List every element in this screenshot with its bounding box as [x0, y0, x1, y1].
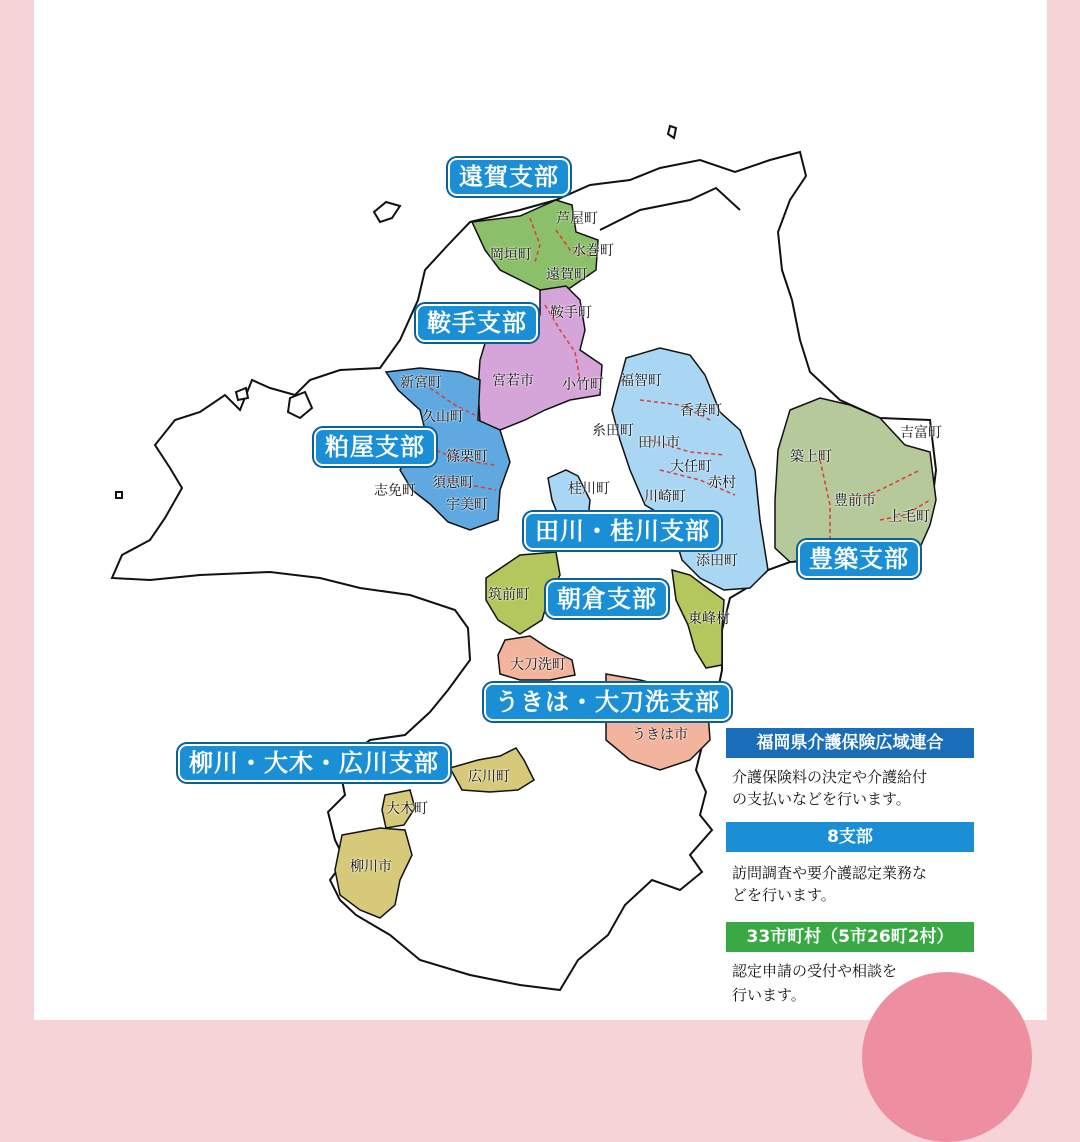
decorative-circle — [862, 972, 1032, 1142]
town-label: 田川市 — [638, 435, 680, 451]
town-label: 宇美町 — [446, 497, 488, 513]
town-label: 篠栗町 — [446, 449, 488, 465]
town-label: 上毛町 — [888, 509, 930, 525]
town-label: 吉富町 — [900, 425, 942, 441]
legend-union-title: 福岡県介護保険広域連合 — [726, 728, 974, 758]
town-label: 川崎町 — [644, 489, 686, 505]
town-label: 宮若市 — [492, 373, 534, 389]
town-label: 小竹町 — [562, 377, 604, 393]
town-label: 久山町 — [422, 409, 464, 425]
legend-branches-desc-1: 訪問調査や要介護認定業務な — [732, 864, 928, 882]
town-label: 筑前町 — [488, 587, 530, 603]
town-label: 福智町 — [620, 373, 662, 389]
town-label: 香春町 — [680, 403, 722, 419]
branch-label-asakura: 朝倉支部 — [546, 580, 668, 618]
town-label: 豊前市 — [834, 493, 876, 509]
town-label: 遠賀町 — [546, 267, 588, 283]
town-label: 岡垣町 — [490, 247, 532, 263]
town-label: 新宮町 — [400, 375, 442, 391]
town-label: 糸田町 — [592, 423, 634, 439]
branch-label-kurate: 鞍手支部 — [416, 304, 538, 342]
town-label: 大任町 — [670, 459, 712, 475]
legend-union-desc-1: 介護保険料の決定や介護給付 — [732, 768, 928, 786]
town-label: 須恵町 — [432, 475, 474, 491]
town-label: 大木町 — [386, 801, 428, 817]
town-label: 柳川市 — [350, 859, 392, 875]
island-genkai — [374, 202, 400, 222]
branch-label-onga: 遠賀支部 — [448, 158, 570, 196]
town-label: 大刀洗町 — [510, 657, 566, 673]
island-west — [116, 492, 122, 498]
legend-union-desc-2: の支払いなどを行います。 — [732, 790, 911, 808]
town-label: うきは市 — [632, 727, 688, 743]
legend-municipalities-desc-2: 行います。 — [732, 986, 806, 1004]
town-label: 志免町 — [374, 483, 416, 499]
branch-label-buchiku: 豊築支部 — [798, 540, 920, 578]
town-label: 鞍手町 — [550, 305, 592, 321]
island-nokonoshima — [236, 388, 248, 400]
town-label: 東峰村 — [688, 611, 730, 627]
town-label: 赤村 — [708, 475, 736, 491]
town-label: 桂川町 — [568, 481, 610, 497]
legend-branches-title: 8支部 — [726, 822, 974, 852]
island-small — [668, 126, 676, 138]
town-label: 築上町 — [790, 449, 832, 465]
legend-branches-desc-2: どを行います。 — [732, 886, 836, 904]
branch-label-yanagawa-ooki-hirokawa: 柳川・大木・広川支部 — [178, 744, 450, 782]
town-label: 芦屋町 — [556, 211, 598, 227]
branch-label-tagawa-keisen: 田川・桂川支部 — [524, 512, 721, 550]
town-label: 添田町 — [696, 553, 738, 569]
town-label: 広川町 — [468, 769, 510, 785]
town-label: 水巻町 — [572, 243, 614, 259]
legend-municipalities-title: 33市町村（5市26町2村） — [726, 922, 974, 952]
legend-municipalities-desc-1: 認定申請の受付や相談を — [732, 962, 898, 980]
branch-label-kasuya: 粕屋支部 — [314, 428, 436, 466]
branch-label-ukiha-tachiarai: うきは・大刀洗支部 — [484, 683, 731, 721]
